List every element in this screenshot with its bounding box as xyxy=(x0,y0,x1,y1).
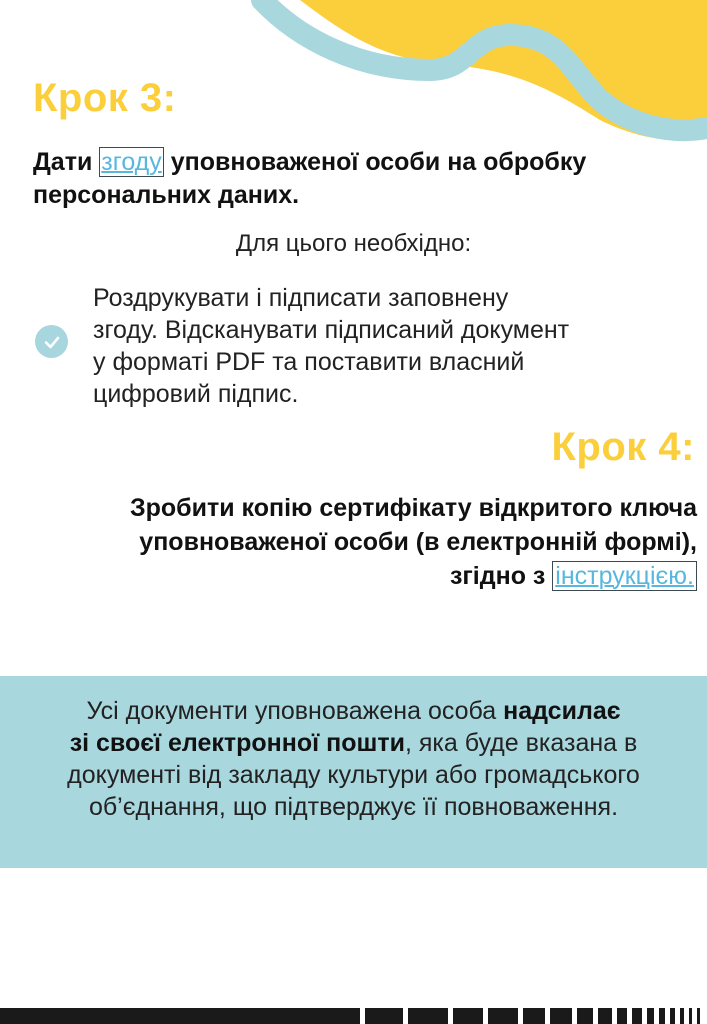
info-banner-text: Усі документи уповноважена особа надсилає зі своєї електронної пошти, яка буде вказана в документі від закладу культури або громадського об’єднання, що підтверджує її повноваження. xyxy=(67,697,640,821)
step-3-text: Дати згоду уповноваженої особи на обробку персональних даних. xyxy=(33,148,587,209)
check-circle-icon xyxy=(35,325,68,358)
step-3-lead: Для цього необхідно: xyxy=(235,230,472,257)
step-3-title: Крок 3: xyxy=(33,76,177,120)
instruction-link[interactable]: інструкцією. xyxy=(552,561,697,591)
step-4-text: Зробити копію сертифікату відкритого ключа уповноваженої особи (в електронній формі), згідно з інструкцією. xyxy=(129,494,697,590)
consent-link[interactable]: згоду xyxy=(101,148,162,176)
step-4-title: Крок 4: xyxy=(551,425,695,469)
list-item: Роздрукувати і підписати заповнену згоду. Відсканувати підписаний документ у форматі PDF та поставити власний цифровий підпис. xyxy=(93,284,570,408)
decorative-bottom-stripes xyxy=(0,1008,707,1024)
